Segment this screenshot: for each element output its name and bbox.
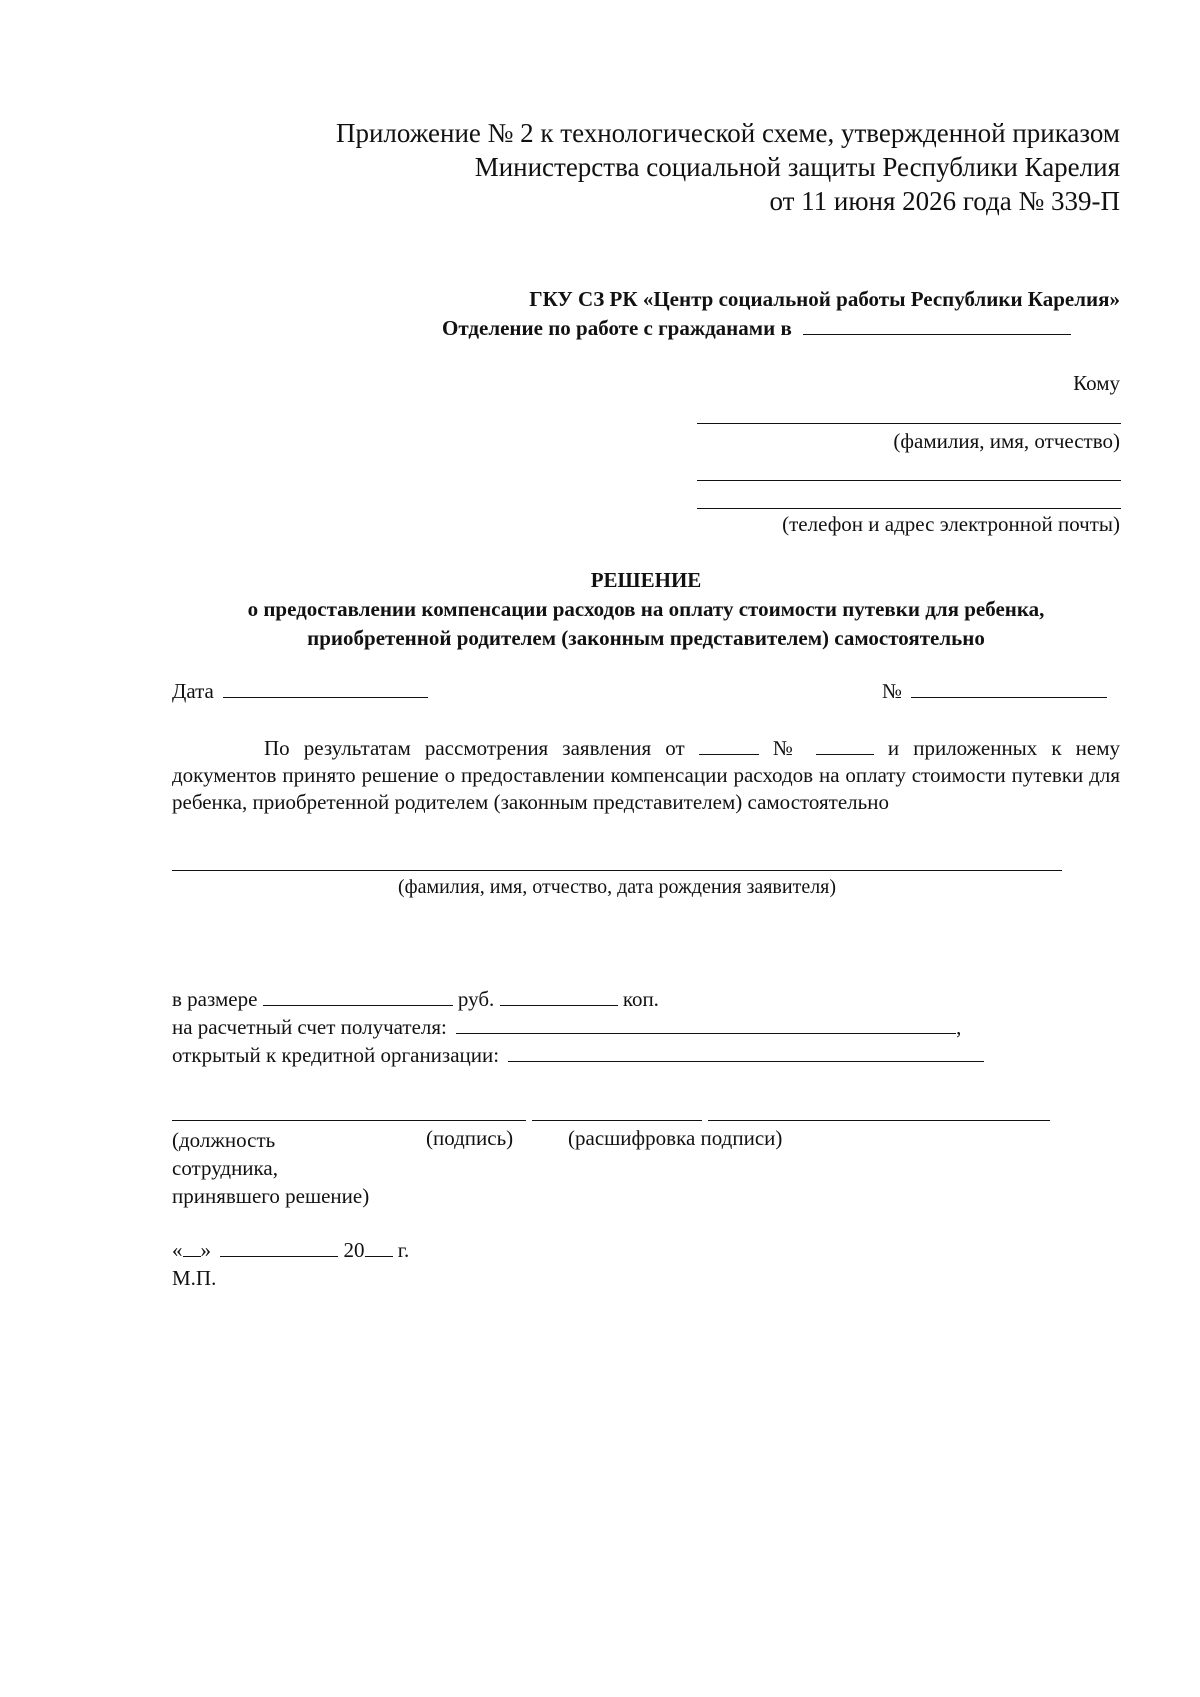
bank-row — [172, 1043, 984, 1068]
title-heading: РЕШЕНИЕ — [590, 568, 702, 592]
position-caption-line-1: (должность — [172, 1128, 276, 1152]
footer-day-field[interactable] — [183, 1238, 201, 1257]
title-subline-2: приобретенной родителем (законным представителем) самостоятельно — [307, 626, 985, 650]
amount-row — [172, 987, 659, 1012]
footer-date — [172, 1238, 409, 1263]
org-department — [442, 316, 1071, 341]
decision-date — [172, 679, 428, 704]
position-field[interactable] — [172, 1120, 526, 1121]
account-comma: , — [956, 1015, 962, 1039]
title-subline-1: о предоставлении компенсации расходов на оплату стоимости путевки для ребенка, — [247, 597, 1045, 621]
footer-date-open: « — [172, 1238, 183, 1262]
number-field[interactable] — [911, 679, 1107, 698]
account-row — [172, 1015, 961, 1040]
recipient-to-label: Кому — [1073, 371, 1120, 395]
paragraph-rest: и приложенных к нему документов принято решение о предоставлении компенсации расходов на оплату стоимости путевки для ребенка, приобретенной родителем (законным представителем) самостоятельно — [172, 736, 1121, 814]
recipient-fio-caption: (фамилия, имя, отчество) — [893, 429, 1120, 453]
footer-month-field[interactable] — [220, 1238, 338, 1257]
number-label: № — [882, 679, 903, 703]
account-label: на расчетный счет получателя: — [172, 1015, 447, 1039]
applicant-caption: (фамилия, имя, отчество, дата рождения заявителя) — [397, 876, 837, 898]
signature-caption: (подпись) — [426, 1126, 514, 1150]
signature-field[interactable] — [532, 1120, 702, 1121]
appendix-line-3: от 11 июня 2026 года № 339-П — [769, 186, 1120, 216]
amount-rub-field[interactable] — [263, 987, 453, 1006]
date-field[interactable] — [223, 679, 428, 698]
recipient-contact-field-1[interactable] — [697, 480, 1121, 481]
account-field[interactable] — [456, 1015, 956, 1034]
stamp-label: М.П. — [172, 1266, 217, 1290]
amount-rub-label: руб. — [457, 987, 495, 1011]
decode-caption: (расшифровка подписи) — [568, 1126, 783, 1150]
department-field[interactable] — [803, 316, 1071, 335]
decision-paragraph — [172, 735, 1120, 816]
footer-year-prefix: 20 — [343, 1238, 365, 1262]
footer-year-field[interactable] — [365, 1238, 393, 1257]
amount-kop-field[interactable] — [500, 987, 618, 1006]
amount-kop-label: коп. — [622, 987, 659, 1011]
bank-label: открытый к кредитной организации: — [172, 1043, 500, 1067]
recipient-fio-field[interactable] — [697, 423, 1121, 424]
application-date-field[interactable] — [699, 736, 759, 755]
decision-number — [882, 679, 1107, 704]
org-name: ГКУ СЗ РК «Центр социальной работы Республики Карелия» — [529, 287, 1120, 311]
appendix-line-2: Министерства социальной защиты Республики Карелия — [474, 152, 1120, 182]
department-label: Отделение по работе с гражданами в — [442, 316, 792, 340]
applicant-field[interactable] — [172, 870, 1062, 871]
position-caption-line-2: сотрудника, — [172, 1156, 278, 1180]
document-title — [172, 566, 1120, 653]
signature-decode-field[interactable] — [708, 1120, 1050, 1121]
footer-year-suffix: г. — [397, 1238, 410, 1262]
position-caption-line-3: принявшего решение) — [172, 1184, 370, 1208]
bank-field[interactable] — [508, 1043, 984, 1062]
recipient-contact-caption: (телефон и адрес электронной почты) — [782, 512, 1120, 536]
date-label: Дата — [172, 679, 214, 703]
footer-date-close: » — [200, 1238, 211, 1262]
appendix-line-1: Приложение № 2 к технологической схеме, утвержденной приказом — [335, 118, 1120, 148]
recipient-contact-field-2[interactable] — [697, 508, 1121, 509]
appendix-header — [336, 116, 1120, 218]
application-number-field[interactable] — [816, 736, 874, 755]
paragraph-number-sign: № — [772, 736, 802, 760]
paragraph-start: По результатам рассмотрения заявления от — [264, 736, 685, 760]
position-caption — [172, 1126, 369, 1210]
amount-size-label: в размере — [172, 987, 258, 1011]
